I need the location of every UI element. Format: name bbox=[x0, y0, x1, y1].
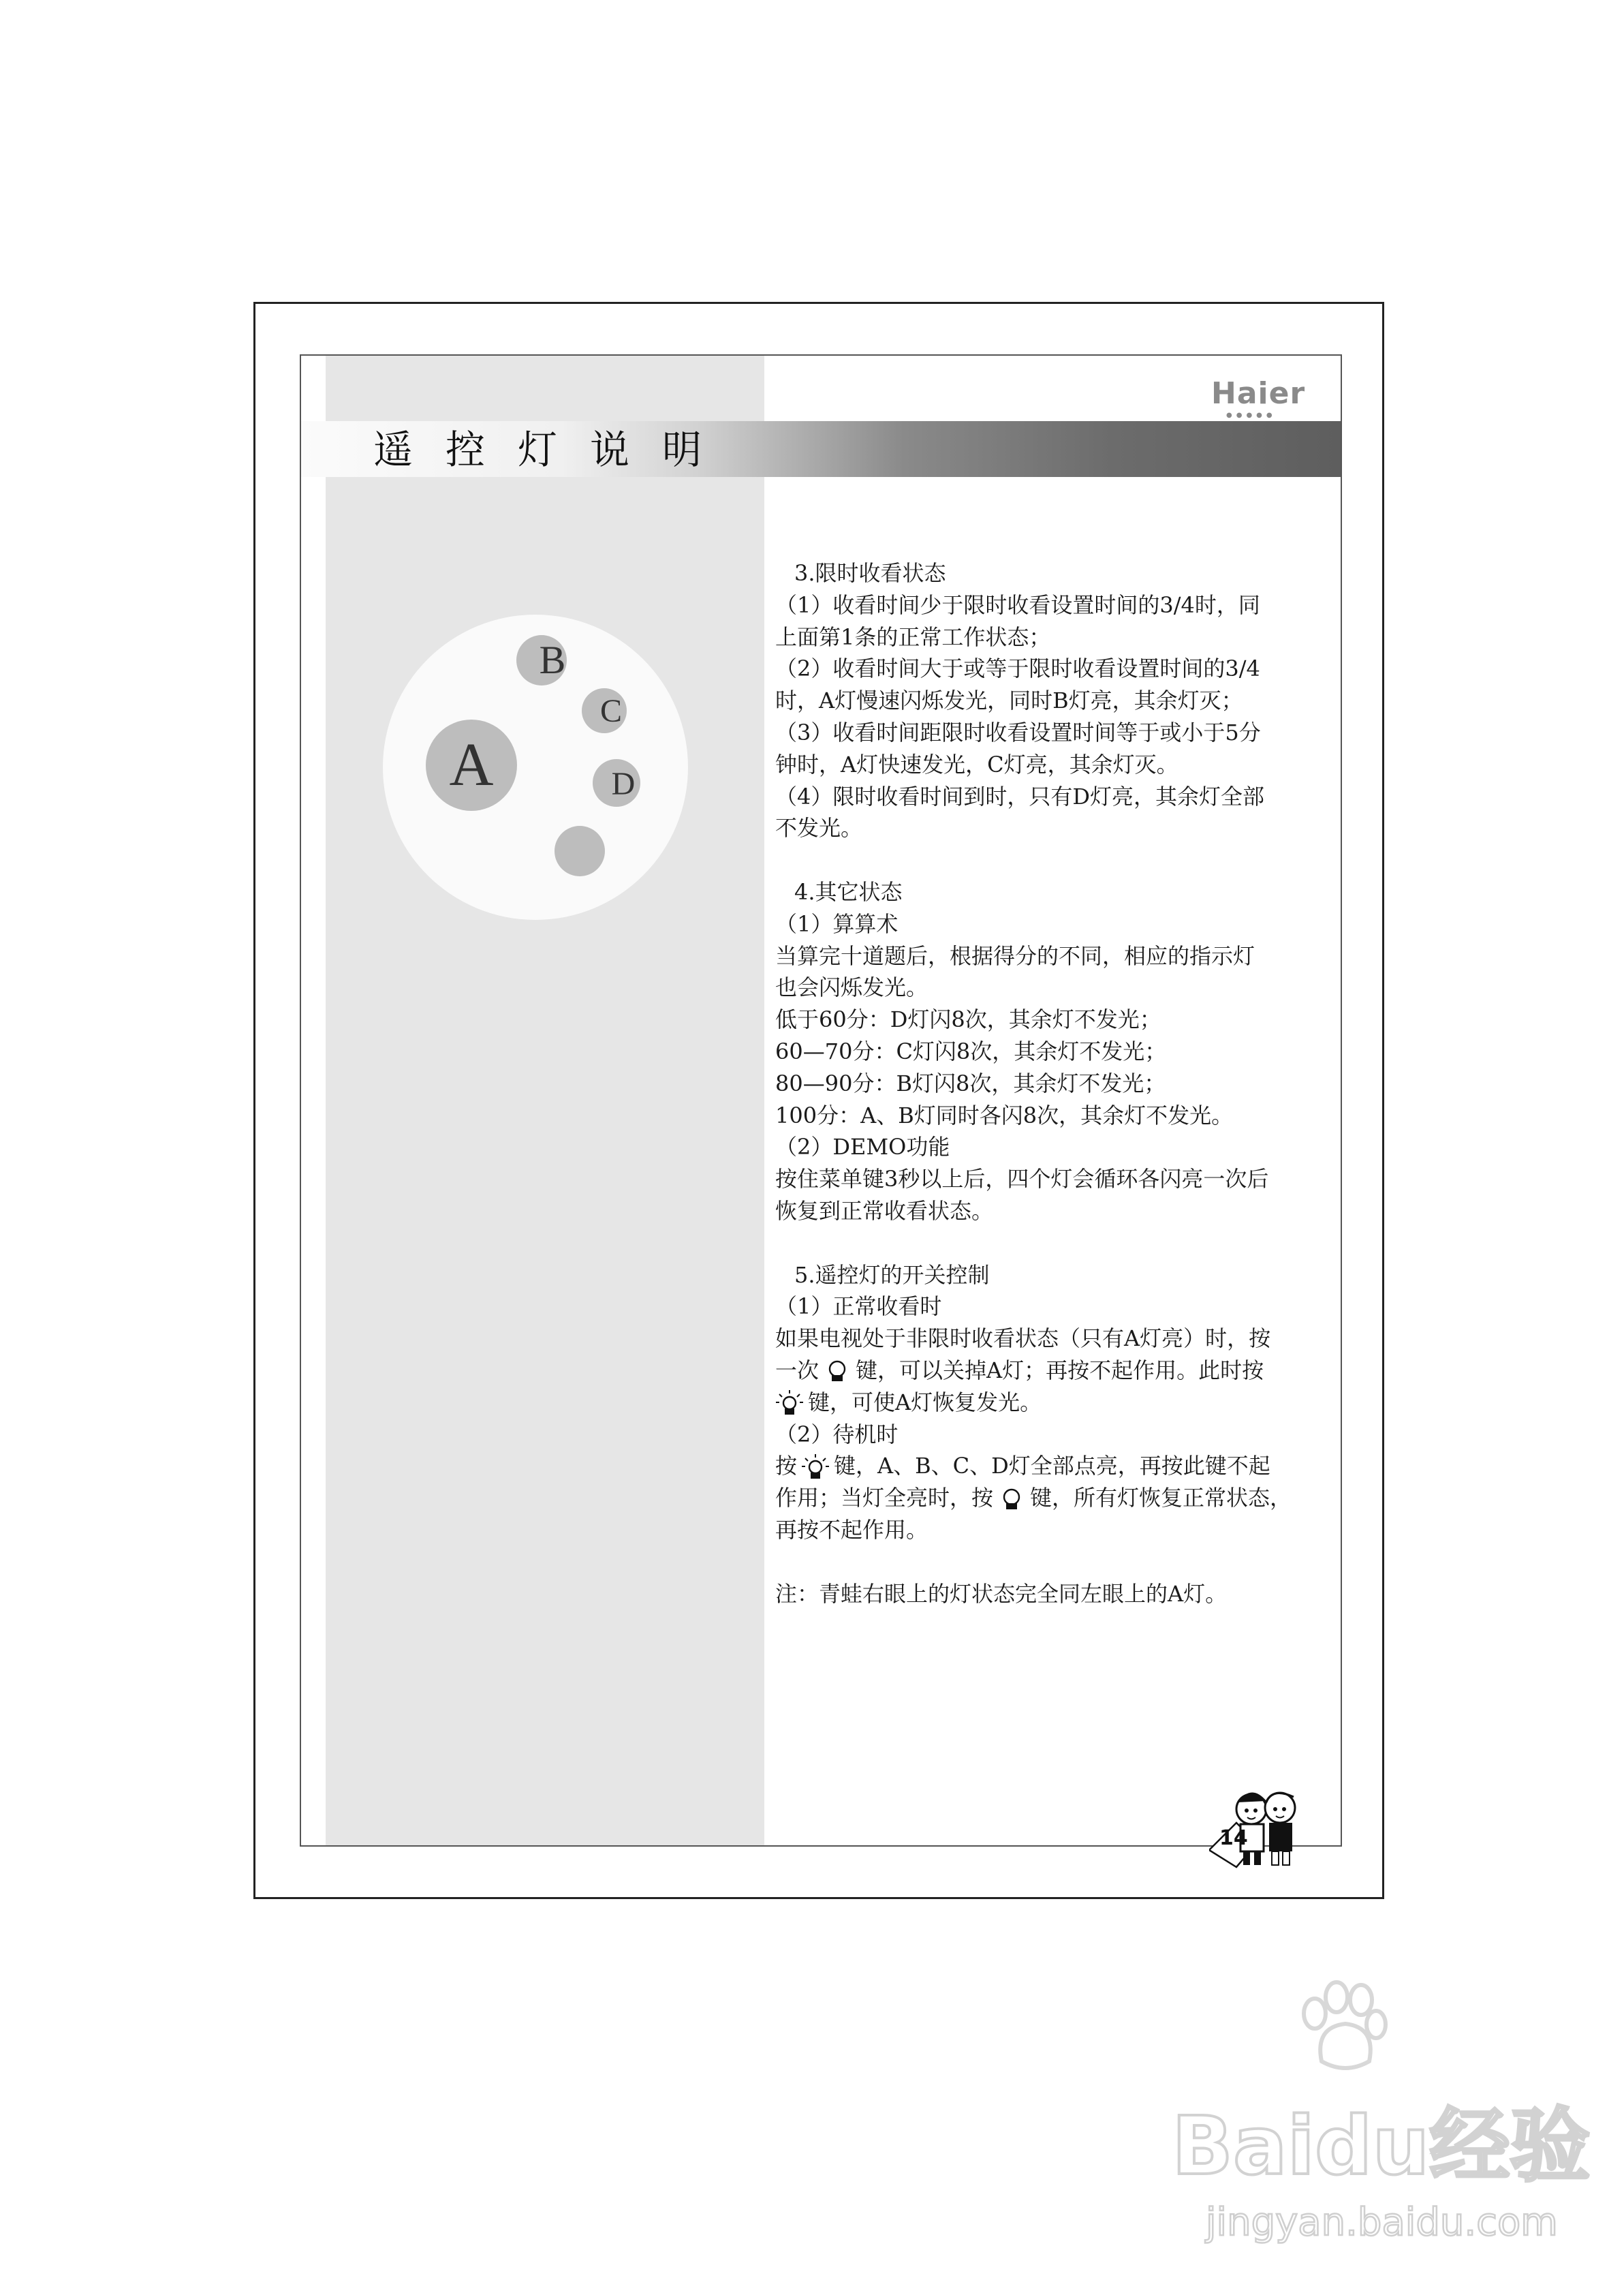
spacer bbox=[775, 1546, 1341, 1578]
section-4-line: 也会闪烁发光。 bbox=[775, 974, 928, 1001]
baidu-watermark bbox=[1158, 2071, 1594, 2262]
logo-dots: ●●●●● bbox=[1226, 412, 1277, 419]
section-5-line-part: 作用；当灯全亮时，按 bbox=[775, 1485, 994, 1511]
section-3-line: （1）收看时间少于限时收看设置时间的3/4时，同 bbox=[775, 591, 1260, 618]
left-gray-column bbox=[326, 356, 764, 1845]
baidu-paw-icon bbox=[1294, 1980, 1390, 2082]
section-4-line: （1）算算术 bbox=[775, 910, 899, 937]
section-5-line-part: 键，可以关掉A灯；再按不起作用。此时按 bbox=[856, 1357, 1264, 1383]
bulb-on-icon bbox=[775, 1389, 804, 1418]
section-4-line: 60—70分：C灯闪8次，其余灯不发光； bbox=[775, 1038, 1167, 1064]
section-3-heading: 3.限时收看状态 bbox=[794, 560, 946, 586]
lamp-a-label: A bbox=[449, 731, 494, 799]
bulb-off-icon bbox=[997, 1485, 1026, 1514]
section-3-line: （2）收看时间大于或等于限时收看设置时间的3/4 bbox=[775, 656, 1260, 682]
section-5-line: 如果电视处于非限时收看状态（只有A灯亮）时，按 bbox=[775, 1325, 1271, 1352]
page-number: 14 bbox=[1219, 1826, 1248, 1850]
section-3-line: 钟时，A灯快速发光，C灯亮，其余灯灭。 bbox=[775, 751, 1178, 777]
section-4-line: 恢复到正常收看状态。 bbox=[775, 1197, 994, 1224]
section-5-line-with-icon bbox=[775, 1355, 1341, 1387]
section-5-sub1: （1）正常收看时 bbox=[775, 1293, 942, 1320]
section-5-line: 再按不起作用。 bbox=[775, 1516, 928, 1543]
section-3-line: （3）收看时间距限时收看设置时间等于或小于5分 bbox=[775, 719, 1261, 745]
section-4-line: 80—90分：B灯闪8次，其余灯不发光； bbox=[775, 1070, 1166, 1096]
note-line: 注：青蛙右眼上的灯状态完全同左眼上的A灯。 bbox=[775, 1580, 1228, 1607]
section-4-line: （2）DEMO功能 bbox=[775, 1134, 950, 1160]
section-5-line-part: 键，A、B、C、D灯全部点亮，再按此键不起 bbox=[834, 1453, 1270, 1479]
section-3-line: 时，A灯慢速闪烁发光，同时B灯亮，其余灯灭； bbox=[775, 688, 1243, 714]
instructions-text bbox=[775, 557, 1341, 1609]
section-5-line-part: 按 bbox=[775, 1453, 798, 1479]
section-5-line-with-icon bbox=[775, 1450, 1341, 1482]
bulb-on-icon bbox=[801, 1453, 830, 1482]
section-4-line: 100分：A、B灯同时各闪8次，其余灯不发光。 bbox=[775, 1102, 1234, 1128]
spacer bbox=[775, 844, 1341, 876]
section-3-line: 不发光。 bbox=[775, 815, 863, 842]
lamp-d-label: D bbox=[611, 766, 636, 802]
section-4-line: 低于60分：D灯闪8次，其余灯不发光； bbox=[775, 1006, 1161, 1033]
section-5-heading: 5.遥控灯的开关控制 bbox=[794, 1261, 990, 1288]
haier-logo: Haier bbox=[1211, 376, 1306, 411]
section-5-line-part: 一次 bbox=[775, 1357, 819, 1383]
section-5-line-part: 键，所有灯恢复正常状态， bbox=[1030, 1485, 1292, 1511]
section-5-line-with-icon bbox=[775, 1387, 1341, 1419]
section-5-line-with-icon bbox=[775, 1482, 1341, 1514]
section-5-sub2: （2）待机时 bbox=[775, 1421, 899, 1447]
watermark-brand: Baidu经验 bbox=[1172, 2099, 1591, 2193]
lamp-b-label: B bbox=[539, 638, 566, 682]
lamp-unlabeled-dot bbox=[555, 826, 605, 876]
section-5-line-part: 键，可使A灯恢复发光。 bbox=[808, 1389, 1042, 1415]
section-3-line: 上面第1条的正常工作状态； bbox=[775, 623, 1051, 650]
page-title: 遥控灯说明 bbox=[373, 427, 735, 473]
watermark-url: jingyan.baidu.com bbox=[1206, 2200, 1558, 2245]
section-4-line: 当算完十道题后，根据得分的不同，相应的指示灯 bbox=[775, 942, 1255, 969]
lamp-c-label: C bbox=[599, 693, 622, 729]
section-4-line: 按住菜单键3秒以上后，四个灯会循环各闪亮一次后 bbox=[775, 1166, 1269, 1192]
bulb-off-icon bbox=[823, 1357, 852, 1386]
section-3-line: （4）限时收看时间到时，只有D灯亮，其余灯全部 bbox=[775, 783, 1265, 810]
section-4-heading: 4.其它状态 bbox=[794, 878, 903, 905]
spacer bbox=[775, 1227, 1341, 1259]
